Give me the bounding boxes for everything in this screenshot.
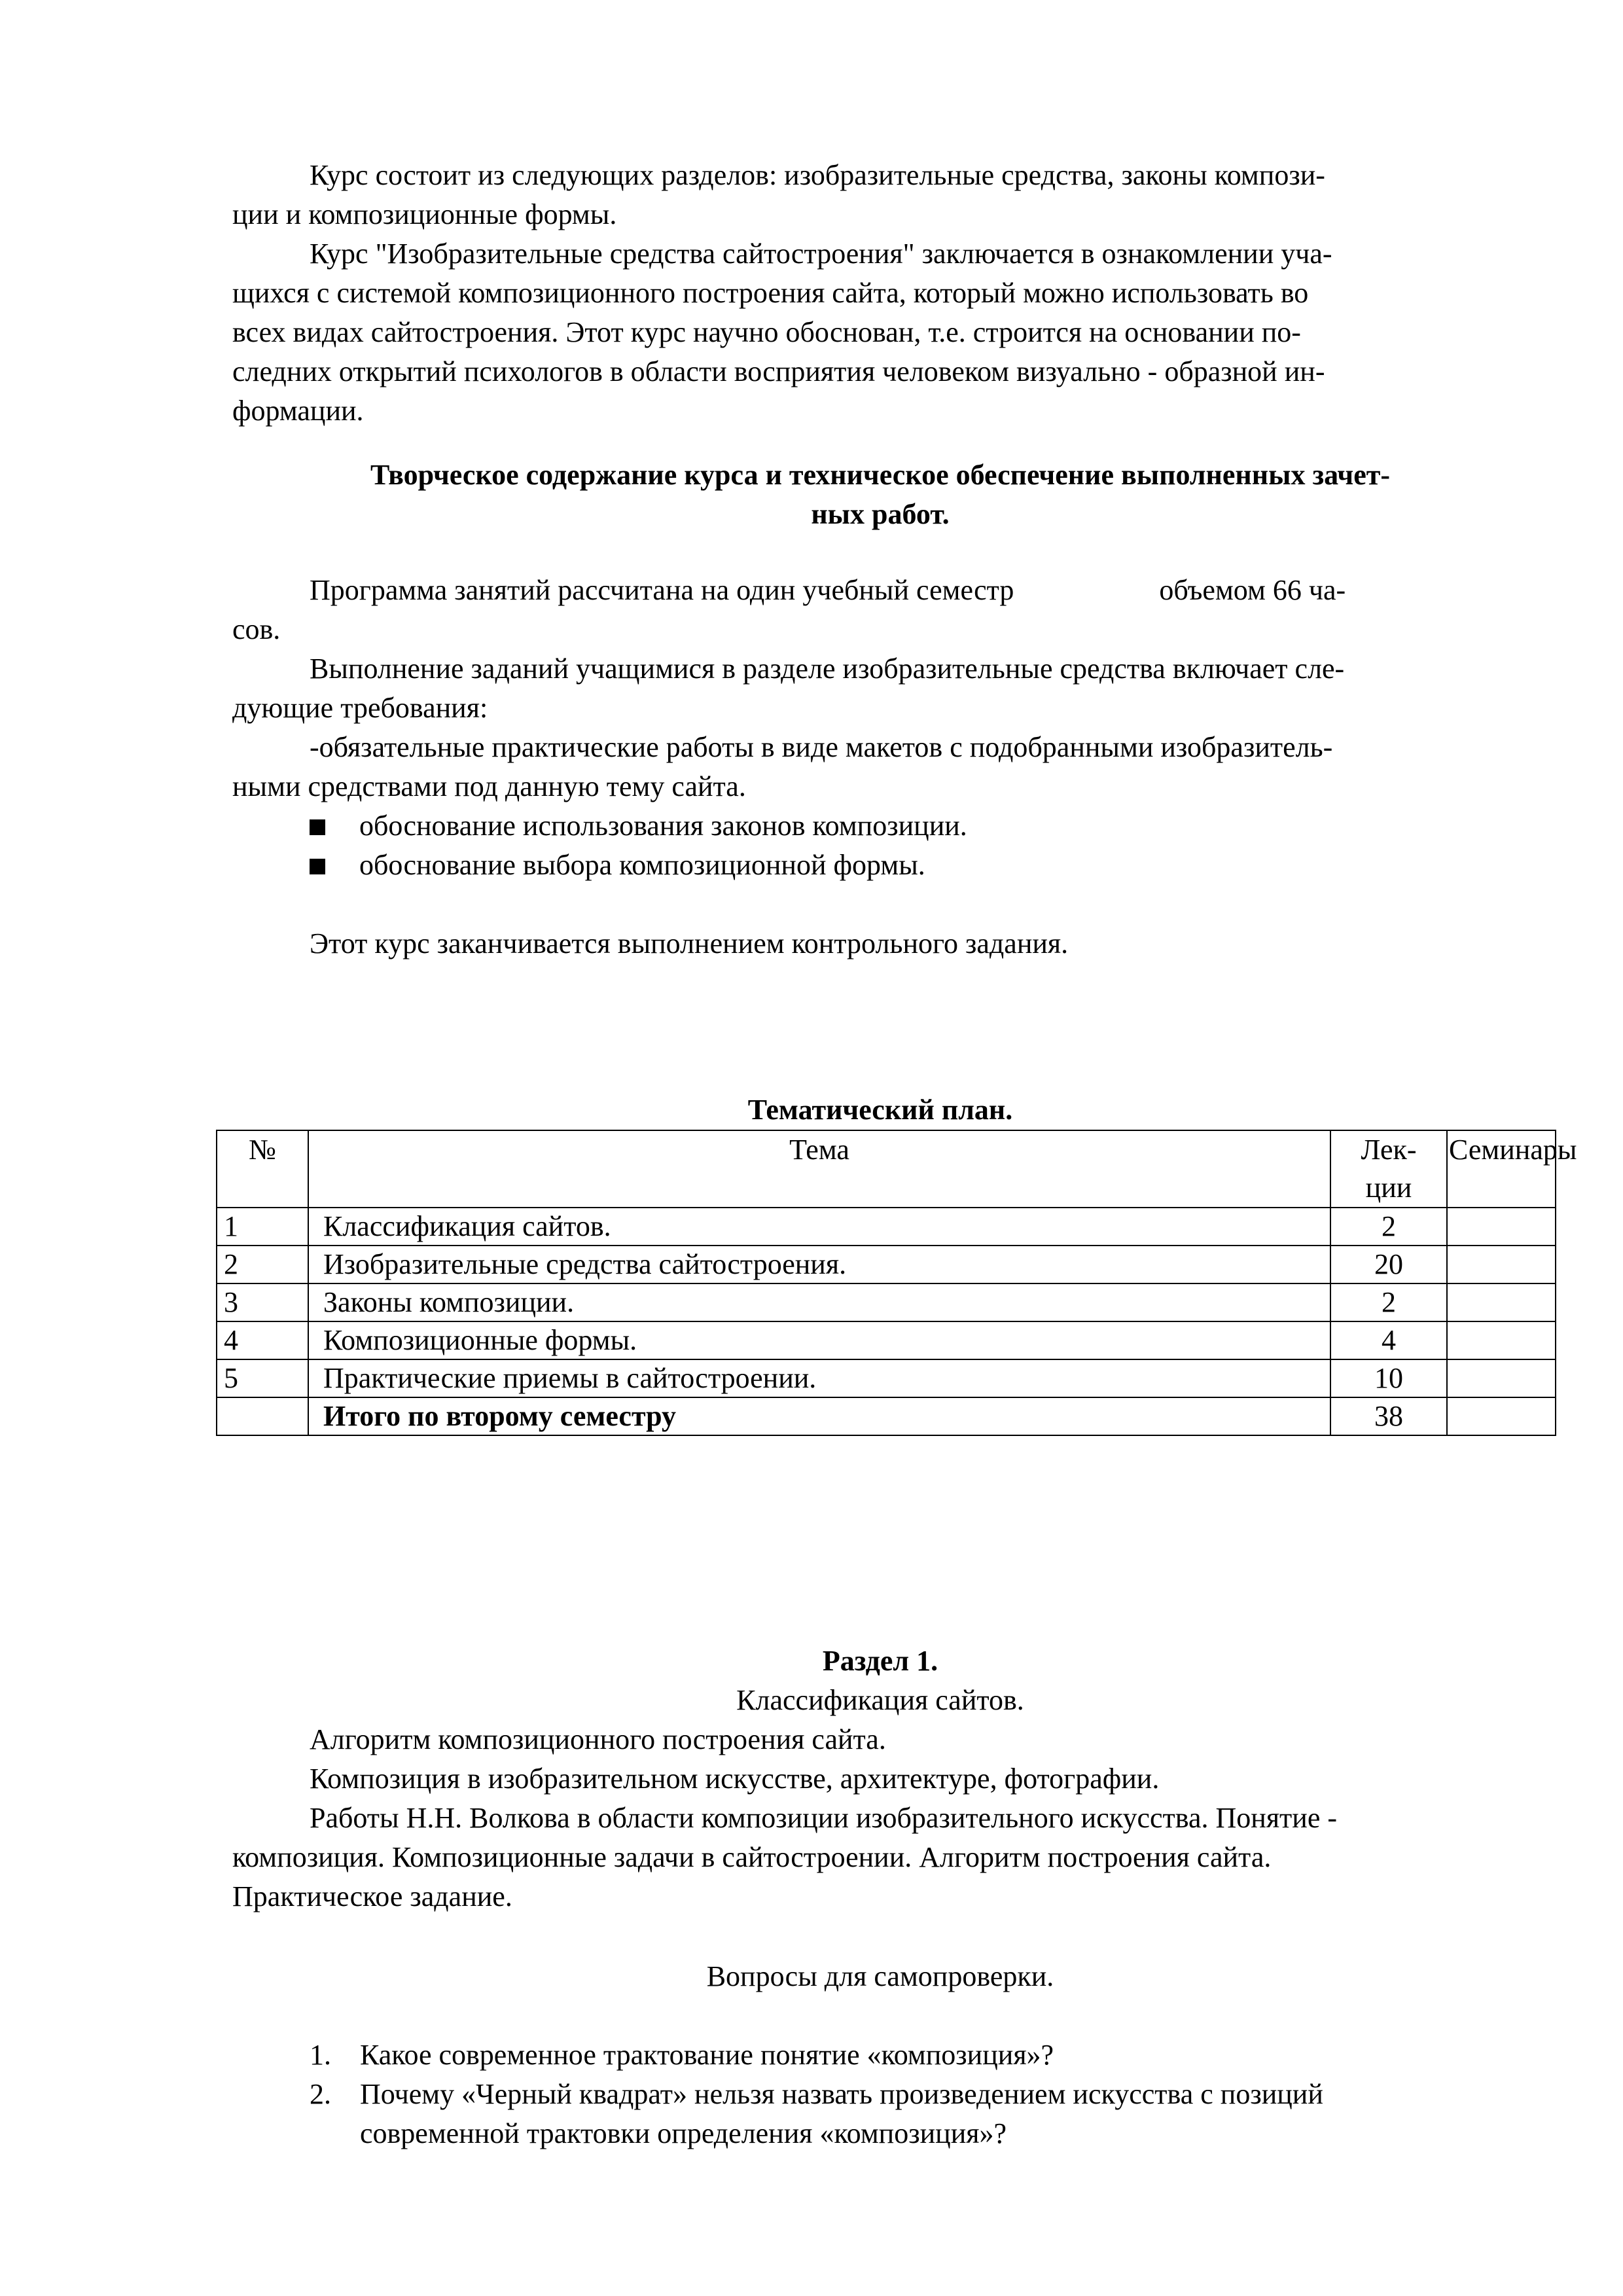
table-total-row (217, 1397, 1556, 1435)
section-heading: Раздел 1. (822, 1645, 938, 1677)
row-seminars (1447, 1321, 1556, 1359)
row-topic: Практические приемы в сайтостроении. (308, 1359, 1330, 1397)
row-topic: Композиционные формы. (308, 1321, 1330, 1359)
row-num: 5 (217, 1359, 308, 1397)
question-item: 2. Почему «Черный квадрат» нельзя назвать произведением искусства с позиций современной трактовки определения «композиция»? (310, 2078, 1323, 2149)
intro-section (232, 156, 1495, 431)
intro-paragraph-2: Курс "Изобразительные средства сайтостроения" заключается в ознакомлении уча- щихся с системой композиционного построения сайта, который можно использовать во всех видах сайтостроения. Этот курс научно обоснован, т.е. строится на основании по- следних открытий психологов в области восприятия человеком визуально - образной ин- формации. (232, 238, 1332, 427)
row-topic: Изобразительные средства сайтостроения. (308, 1246, 1330, 1283)
row-num: 2 (217, 1246, 308, 1283)
table-row (217, 1208, 1556, 1246)
plan-title: Тематический план. (747, 1094, 1013, 1126)
closing-paragraph: Этот курс заканчивается выполнением контрольного задания. (310, 927, 1069, 960)
row-lectures: 2 (1330, 1208, 1447, 1246)
table-header-row (217, 1130, 1556, 1208)
table-row (217, 1321, 1556, 1359)
table-row (217, 1283, 1556, 1321)
thematic-plan-table (216, 1130, 1577, 1436)
header-num: № (217, 1130, 308, 1208)
section-subtitle: Классификация сайтов. (736, 1684, 1024, 1716)
total-lectures: 38 (1330, 1397, 1447, 1435)
square-bullet-icon (310, 819, 325, 835)
header-lectures: Лек- ции (1330, 1130, 1447, 1208)
requirements-paragraph: Выполнение заданий учащимися в разделе изобразительные средства включает сле- дующие требования: (232, 653, 1345, 724)
question-item: 1. Какое современное трактование понятие «композиция»? (310, 2039, 1054, 2071)
total-seminars (1447, 1397, 1556, 1435)
section-line: Композиция в изобразительном искусстве, архитектуре, фотографии. (310, 1763, 1160, 1795)
square-bullet-icon (310, 859, 325, 874)
row-num: 4 (217, 1321, 308, 1359)
total-num (217, 1397, 308, 1435)
mandatory-paragraph: -обязательные практические работы в виде макетов с подобранными изобразитель- ными средствами под данную тему сайта. (232, 731, 1333, 802)
creative-section (232, 571, 1495, 963)
row-seminars (1447, 1359, 1556, 1397)
program-paragraph: Программа занятий рассчитана на один учебный семестр объемом 66 ча- сов. (232, 574, 1346, 645)
table-row (217, 1359, 1556, 1397)
section-body (232, 1720, 1495, 1916)
questions-list (232, 2036, 1495, 2153)
bullet-item: обоснование выбора композиционной формы. (310, 846, 1495, 885)
header-topic: Тема (308, 1130, 1330, 1208)
row-topic: Законы композиции. (308, 1283, 1330, 1321)
row-num: 1 (217, 1208, 308, 1246)
row-lectures: 20 (1330, 1246, 1447, 1283)
row-seminars (1447, 1208, 1556, 1246)
intro-paragraph-1: Курс состоит из следующих разделов: изобразительные средства, законы компози- ции и композиционные формы. (232, 159, 1325, 230)
table-row (217, 1246, 1556, 1283)
row-seminars (1447, 1283, 1556, 1321)
row-topic: Классификация сайтов. (308, 1208, 1330, 1246)
header-seminars: Семинары (1447, 1130, 1556, 1208)
bullet-item: обоснование использования законов композиции. (310, 806, 1495, 846)
row-lectures: 4 (1330, 1321, 1447, 1359)
row-num: 3 (217, 1283, 308, 1321)
section-paragraph: Работы Н.Н. Волкова в области композиции изобразительного искусства. Понятие - композиция. Композиционные задачи в сайтостроении. Алгоритм построения сайта. Практическое задание. (232, 1802, 1338, 1912)
row-lectures: 2 (1330, 1283, 1447, 1321)
questions-title: Вопросы для самопроверки. (706, 1960, 1054, 1992)
section-line: Алгоритм композиционного построения сайта. (310, 1723, 886, 1755)
row-lectures: 10 (1330, 1359, 1447, 1397)
row-seminars (1447, 1246, 1556, 1283)
creative-heading: Творческое содержание курса и техническое обеспечение выполненных зачет- ных работ. (370, 459, 1391, 530)
total-label: Итого по второму семестру (308, 1397, 1330, 1435)
